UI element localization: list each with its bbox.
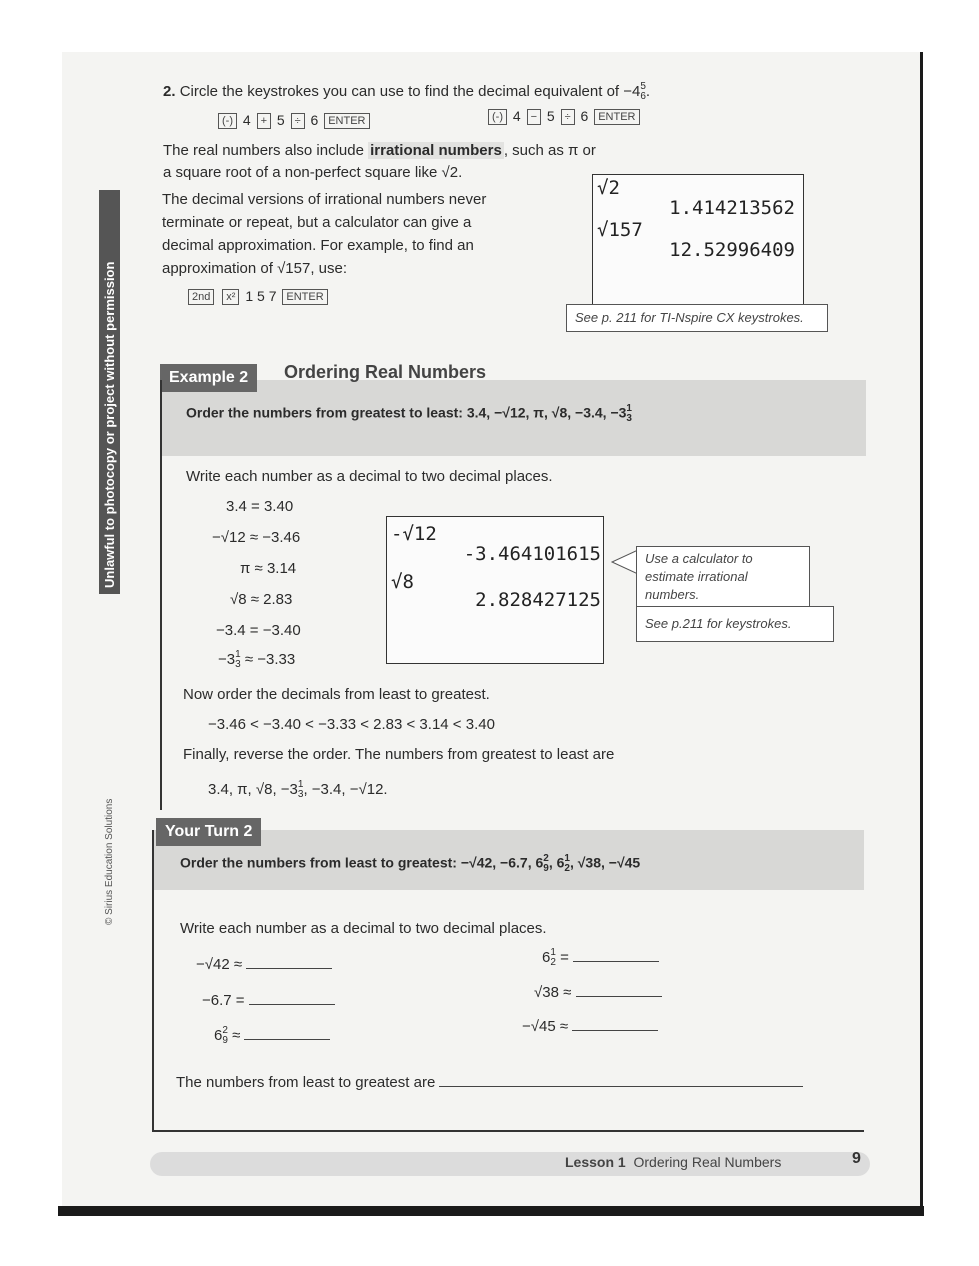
calc-input-2: √8 bbox=[391, 571, 414, 593]
your-turn-step-1: Write each number as a decimal to two decimal places. bbox=[180, 920, 547, 937]
your-turn-box-bottom bbox=[152, 1130, 864, 1132]
answer-neg-sqrt45[interactable]: −√45 ≈ bbox=[522, 1018, 658, 1035]
page-number: 9 bbox=[852, 1150, 861, 1167]
row-3: π ≈ 3.14 bbox=[240, 560, 297, 577]
your-turn-box-left bbox=[152, 830, 154, 1132]
row-5: −3.4 = −3.40 bbox=[216, 622, 301, 639]
final-answer: 3.4, π, √8, −3 1 3 , −3.4, −√12. bbox=[208, 779, 388, 800]
example-step-1: Write each number as a decimal to two decimal places. bbox=[186, 468, 553, 485]
answer-neg-6-7[interactable]: −6.7 = bbox=[202, 992, 335, 1009]
prompt-fraction: 5 6 bbox=[640, 81, 646, 102]
calculator-tip: Use a calculator to estimate irrational numbers. bbox=[636, 546, 810, 610]
footer-lesson: Lesson 1 Ordering Real Numbers bbox=[565, 1154, 782, 1170]
example-title: Ordering Real Numbers bbox=[284, 362, 487, 382]
irrational-explanation: The decimal versions of irrational numbers never terminate or repeat, but a calculator can give a decimal approximation. For example, to find an approximation of √157, use: bbox=[162, 191, 487, 277]
calc-output-1: -3.464101615 bbox=[463, 543, 601, 565]
key-divide: ÷ bbox=[291, 113, 305, 129]
example-step-2: Now order the decimals from least to greatest. bbox=[183, 686, 490, 703]
calc-output-1: 1.414213562 bbox=[669, 197, 795, 219]
example-task: Order the numbers from greatest to least: 3.4, −√12, π, √8, −3.4, −3 1 3 bbox=[186, 403, 632, 424]
keystroke-reference: See p.211 for keystrokes. bbox=[636, 606, 834, 642]
key-enter: ENTER bbox=[594, 109, 639, 125]
calc-input-1: √2 bbox=[597, 177, 620, 199]
calc-input-1: -√12 bbox=[391, 523, 437, 545]
key-plus: + bbox=[257, 113, 271, 129]
key-negative: (-) bbox=[488, 109, 507, 125]
key-2nd: 2nd bbox=[188, 289, 214, 305]
irrational-intro: The real numbers also include irrational numbers , such as π or a square root of a non-perfect square like √2. bbox=[163, 142, 596, 181]
calc-output-2: 2.828427125 bbox=[475, 589, 601, 611]
tinspire-note: See p. 211 for TI-Nspire CX keystrokes. bbox=[566, 304, 828, 332]
answer-6-2-9[interactable]: 6 2 9 ≈ bbox=[214, 1026, 330, 1046]
answer-neg-sqrt42[interactable]: −√42 ≈ bbox=[196, 956, 332, 973]
key-negative: (-) bbox=[218, 113, 237, 129]
your-turn-task: Order the numbers from least to greatest: −√42, −6.7, 6 2 9 , 6 1 2 , √38, −√45 bbox=[180, 853, 641, 874]
answer-6-1-2[interactable]: 6 1 2 = bbox=[542, 948, 659, 968]
copyright-warning: Unlawful to photocopy or project without permission bbox=[99, 190, 120, 594]
calculator-screen-2 bbox=[386, 516, 604, 664]
your-turn-tab: Your Turn 2 bbox=[156, 818, 261, 846]
conclusion-line[interactable]: The numbers from least to greatest are bbox=[176, 1074, 803, 1091]
problem-2: 2. Circle the keystrokes you can use to find the decimal equivalent of −4 5 6 . bbox=[163, 81, 651, 102]
answer-sqrt38[interactable]: √38 ≈ bbox=[534, 984, 662, 1001]
sqrt-keystrokes: 2nd x² 1 5 7 ENTER bbox=[186, 288, 330, 305]
key-divide: ÷ bbox=[561, 109, 575, 125]
key-minus: − bbox=[527, 109, 541, 125]
ordered-inequality: −3.46 < −3.40 < −3.33 < 2.83 < 3.14 < 3.40 bbox=[208, 716, 495, 733]
problem-number: 2. bbox=[163, 82, 176, 100]
key-x-squared: x² bbox=[222, 289, 239, 305]
irrational-term: irrational numbers bbox=[370, 142, 502, 159]
row-1: 3.4 = 3.40 bbox=[226, 498, 294, 515]
keystroke-option-b[interactable]: (-) 4 − 5 ÷ 6 ENTER bbox=[486, 108, 642, 125]
calc-input-2: √157 bbox=[597, 219, 643, 241]
copyright-notice: © Sirius Education Solutions bbox=[104, 798, 115, 925]
calc-output-2: 12.52996409 bbox=[669, 239, 795, 261]
calculator-screen-1 bbox=[592, 174, 804, 308]
example-step-3: Finally, reverse the order. The numbers from greatest to least are bbox=[183, 746, 615, 763]
row-4: √8 ≈ 2.83 bbox=[230, 591, 293, 608]
example-box-left bbox=[160, 380, 162, 810]
key-enter: ENTER bbox=[324, 113, 369, 129]
keystroke-option-a[interactable]: (-) 4 + 5 ÷ 6 ENTER bbox=[216, 112, 372, 129]
page-edge bbox=[58, 1206, 924, 1216]
row-6: −3 1 3 ≈ −3.33 bbox=[218, 649, 296, 670]
problem-prompt: Circle the keystrokes you can use to find the decimal equivalent of −4 bbox=[179, 82, 641, 100]
key-enter: ENTER bbox=[282, 289, 327, 305]
example-tab: Example 2 bbox=[160, 364, 257, 392]
row-2: −√12 ≈ −3.46 bbox=[212, 529, 301, 546]
